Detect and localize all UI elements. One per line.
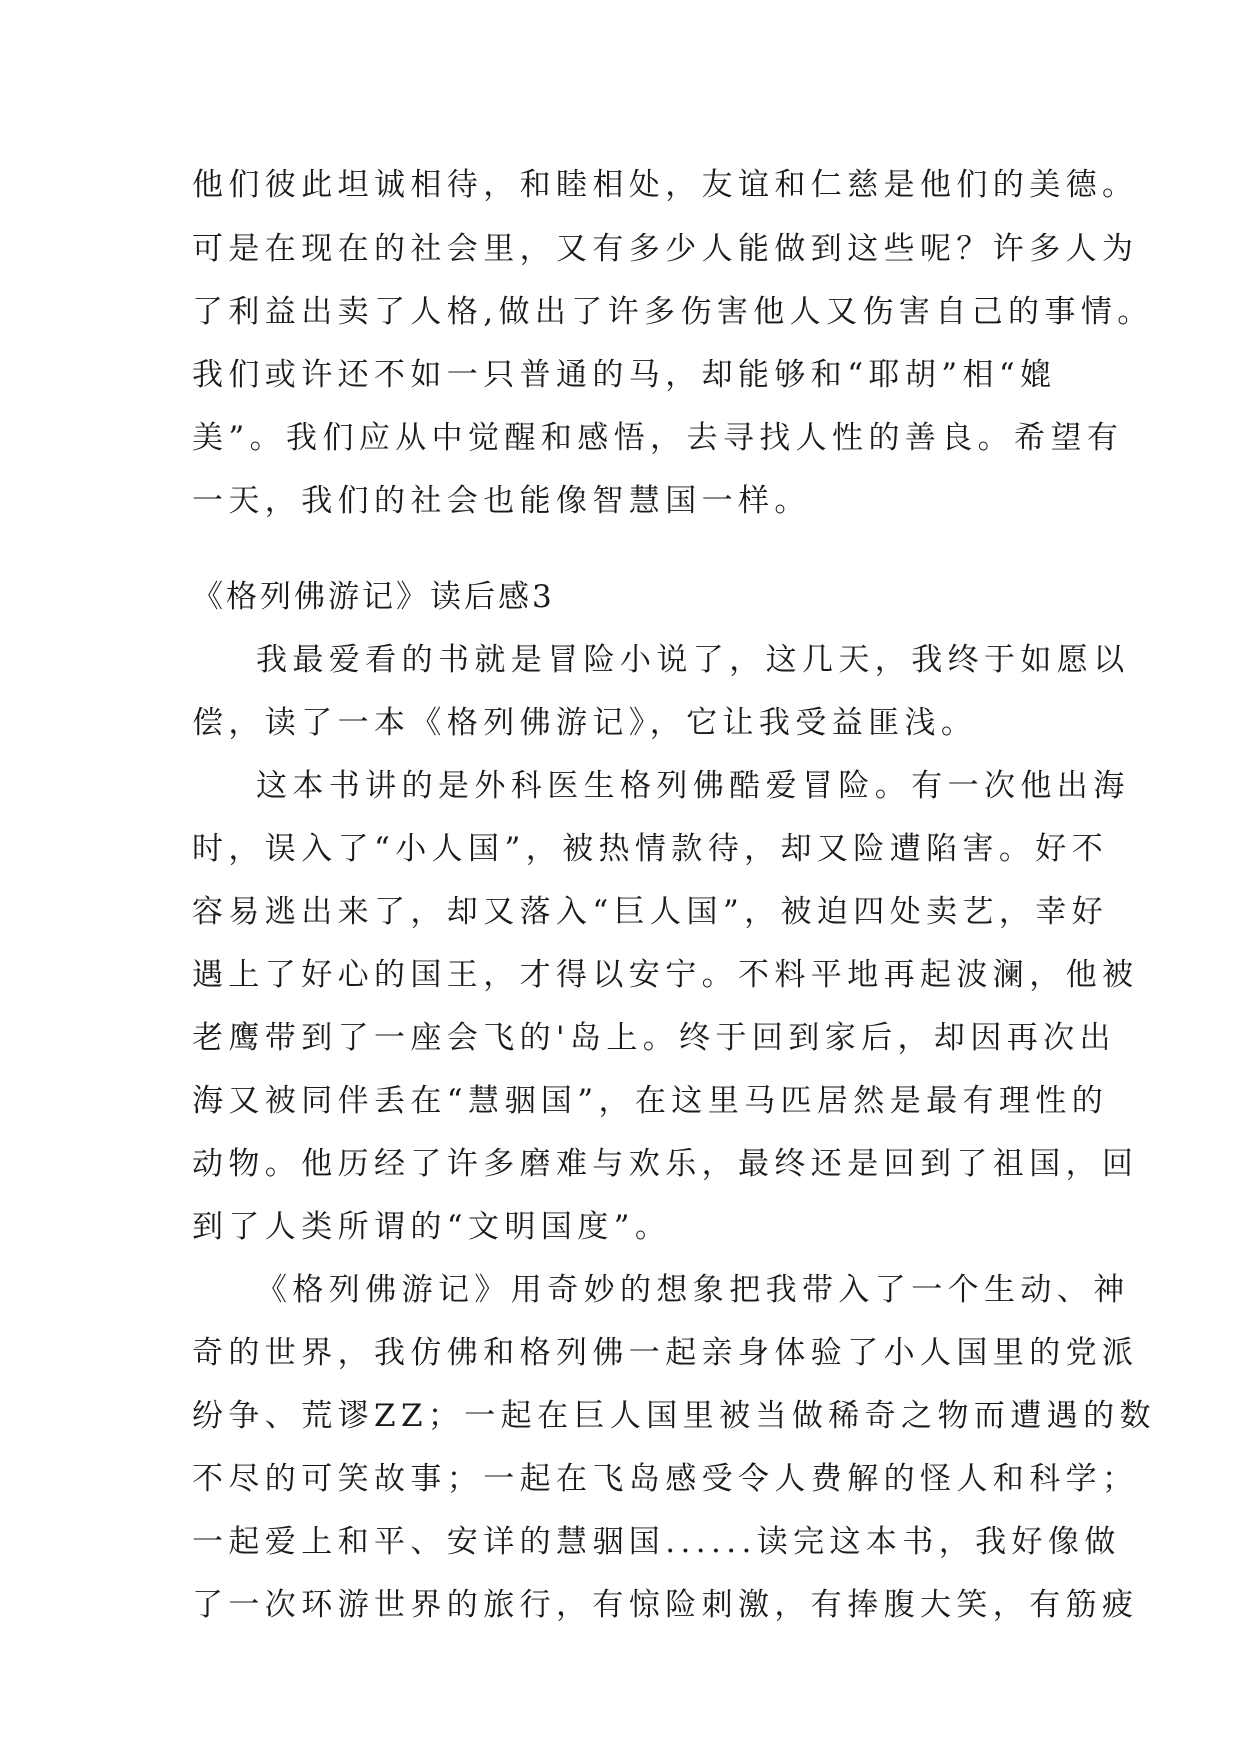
paragraph-line: 了一次环游世界的旅行，有惊险刺激，有捧腹大笑，有筋疲 [192,1587,1139,1623]
text-line: 可是在现在的社会里，又有多少人能做到这些呢？许多人为 [192,231,1139,267]
paragraph-line: 海又被同伴丢在“慧骃国”，在这里马匹居然是最有理性的 [192,1083,1109,1119]
paragraph-line: 动物。他历经了许多磨难与欢乐，最终还是回到了祖国，回 [192,1146,1139,1182]
paragraph-line: 这本书讲的是外科医生格列佛酷爱冒险。有一次他出海 [256,768,1130,804]
paragraph-line: 《格列佛游记》用奇妙的想象把我带入了一个生动、神 [256,1272,1130,1308]
paragraph-line: 到了人类所谓的“文明国度”。 [192,1209,672,1245]
paragraph-line: 老鹰带到了一座会飞的'岛上。终于回到家后，却因再次出 [192,1020,1116,1056]
paragraph-line: 我最爱看的书就是冒险小说了，这几天，我终于如愿以 [256,642,1130,678]
section-heading: 《格列佛游记》读后感3 [192,579,555,615]
paragraph-line: 不尽的可笑故事；一起在飞岛感受令人费解的怪人和科学； [192,1461,1139,1497]
paragraph-line: 时，误入了“小人国”，被热情款待，却又险遭陷害。好不 [192,831,1109,867]
text-line: 美”。我们应从中觉醒和感悟，去寻找人性的善良。希望有 [192,420,1124,456]
paragraph-line: 遇上了好心的国王，才得以安宁。不料平地再起波澜，他被 [192,957,1139,993]
text-line: 一天，我们的社会也能像智慧国一样。 [192,483,811,519]
paragraph-line: 奇的世界，我仿佛和格列佛一起亲身体验了小人国里的党派 [192,1335,1139,1371]
text-line: 我们或许还不如一只普通的马，却能够和“耶胡”相“媲 [192,357,1057,393]
text-line: 了利益出卖了人格,做出了许多伤害他人又伤害自己的事情。 [192,294,1154,330]
paragraph-line: 容易逃出来了，却又落入“巨人国”，被迫四处卖艺，幸好 [192,894,1109,930]
paragraph-line: 一起爱上和平、安详的慧骃国......读完这本书，我好像做 [192,1524,1121,1560]
paragraph-line: 纷争、荒谬ZZ；一起在巨人国里被当做稀奇之物而遭遇的数 [192,1398,1156,1434]
paragraph-line: 偿，读了一本《格列佛游记》，它让我受益匪浅。 [192,705,978,741]
text-line: 他们彼此坦诚相待，和睦相处，友谊和仁慈是他们的美德。 [192,167,1139,203]
